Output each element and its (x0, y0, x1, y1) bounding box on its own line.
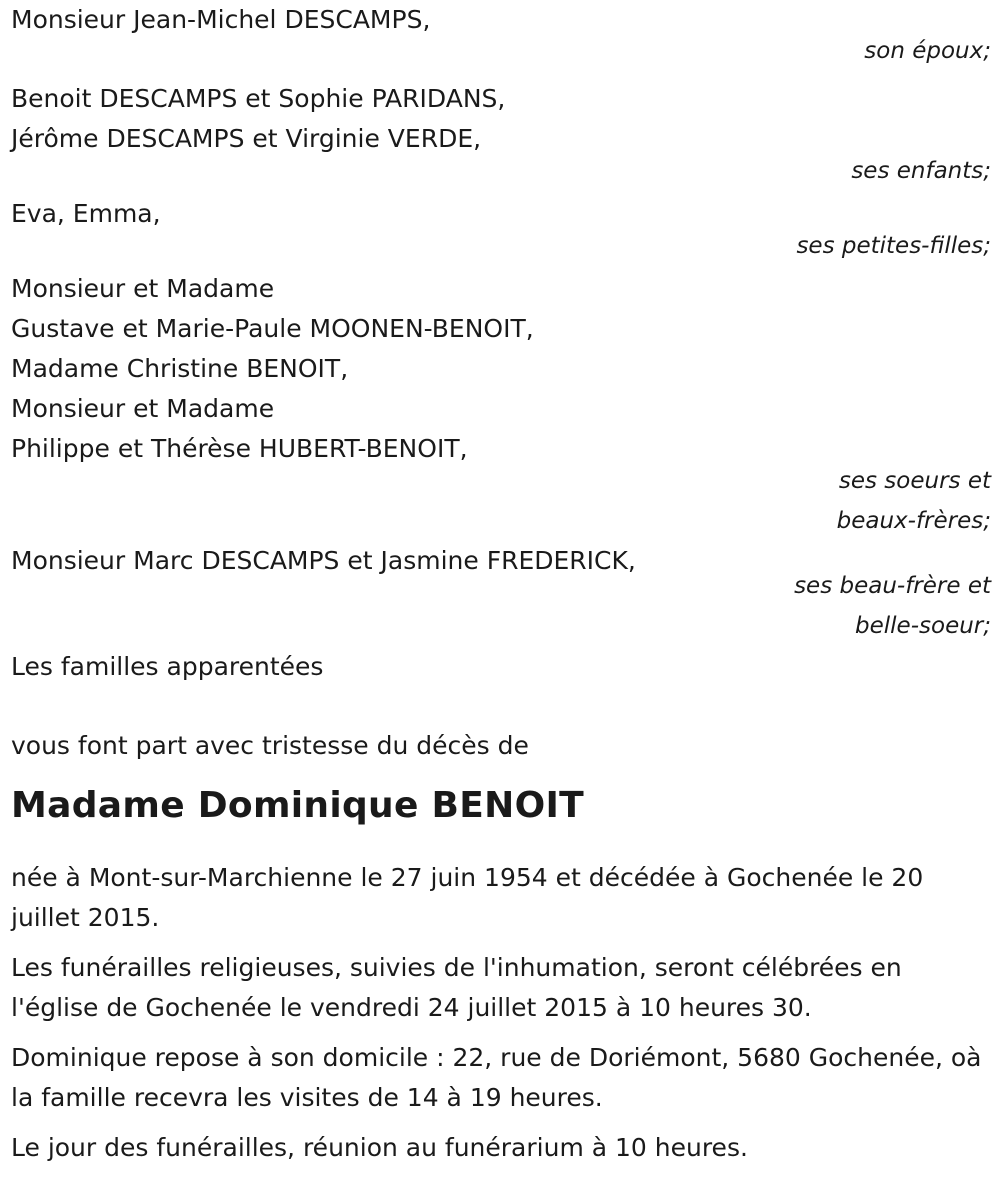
obituary-notice (11, 0, 991, 1178)
family-name-line: Les familles apparentées (11, 652, 324, 681)
family-group-children (11, 79, 991, 191)
family-name-line: Monsieur Marc DESCAMPS et Jasmine FREDERICK, (11, 546, 636, 575)
repose-paragraph: Dominique repose à son domicile : 22, rue de Doriémont, 5680 Gochenée, oà la famille recevra les visites de 14 à 19 heures. (11, 1043, 982, 1112)
deceased-name: Madame Dominique BENOIT (11, 785, 585, 826)
family-name-line: Monsieur et Madame (11, 394, 275, 423)
family-group-siblings (11, 269, 991, 541)
family-name-line: Monsieur et Madame (11, 274, 275, 303)
family-group-relatives (11, 647, 991, 687)
family-name-line: Philippe et Thérèse HUBERT-BENOIT, (11, 434, 468, 463)
relation-label: son époux; (864, 38, 991, 64)
relation-label: ses petites-filles; (796, 233, 991, 259)
family-name-line: Gustave et Marie-Paule MOONEN-BENOIT, (11, 314, 534, 343)
meeting-paragraph: Le jour des funérailles, réunion au funérarium à 10 heures. (11, 1133, 748, 1162)
family-group-in-laws (11, 541, 991, 646)
relation-label: ses soeurs et (838, 468, 991, 494)
family-name-line: Madame Christine BENOIT, (11, 354, 349, 383)
relation-label: ses beau-frère et (794, 573, 991, 599)
relation-label: belle-soeur; (855, 613, 991, 639)
family-group-spouse (11, 0, 991, 71)
relation-label: beaux-frères; (836, 508, 991, 534)
family-name-line: Jérôme DESCAMPS et Virginie VERDE, (11, 124, 482, 153)
funeral-paragraph: Les funérailles religieuses, suivies de l'inhumation, seront célébrées en l'église de Gochenée le vendredi 24 juillet 2015 à 10 heures 30. (11, 953, 902, 1022)
birth-death-paragraph: née à Mont-sur-Marchienne le 27 juin 1954 et décédée à Gochenée le 20 juillet 2015. (11, 863, 924, 932)
family-name-line: Monsieur Jean-Michel DESCAMPS, (11, 5, 431, 34)
family-name-line: Benoit DESCAMPS et Sophie PARIDANS, (11, 84, 506, 113)
family-name-line: Eva, Emma, (11, 199, 161, 228)
relation-label: ses enfants; (851, 158, 991, 184)
family-group-grandchildren (11, 194, 991, 266)
announcement-text: vous font part avec tristesse du décès de (11, 731, 529, 760)
